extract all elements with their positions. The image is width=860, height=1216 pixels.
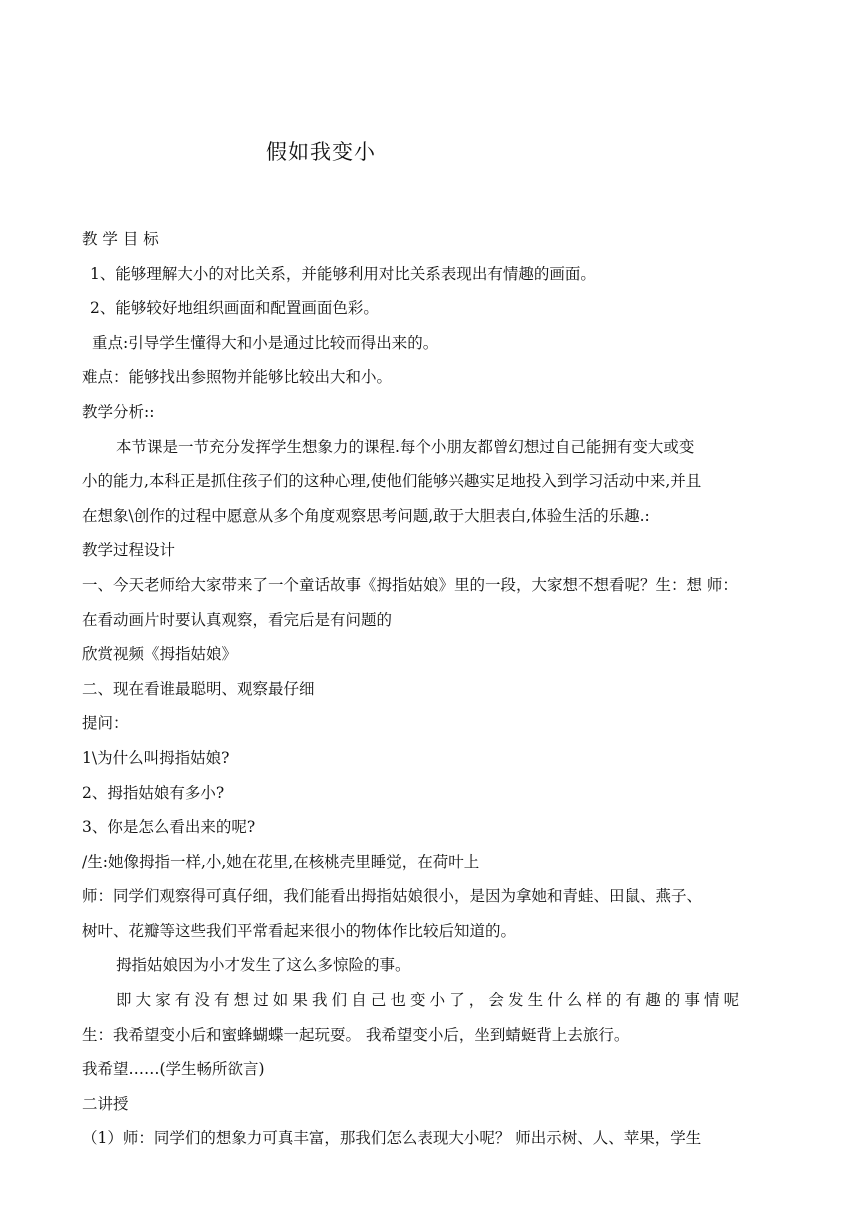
student-wishes: 生：我希望变小后和蜜蜂蝴蝶一起玩耍。 我希望变小后，坐到蜻蜓背上去旅行。 [82, 1025, 630, 1044]
story-remark: 拇指姑娘因为小才发生了这么多惊险的事。 [116, 956, 411, 975]
section-heading-process: 教学过程设计 [82, 541, 176, 560]
section-heading-objectives: 教 学 目 标 [82, 230, 159, 248]
question-3: 3、你是怎么看出来的呢? [82, 818, 256, 837]
teacher-remark-line-2: 树叶、花瓣等这些我们平常看起来很小的物体作比较后知道的。 [82, 921, 517, 940]
difficult-point: 难点：能够找出参照物并能够比较出大和小。 [82, 368, 393, 387]
process-step-1-line-2: 在看动画片时要认真观察，看完后是有问题的 [82, 610, 393, 629]
analysis-paragraph-line-2: 小的能力,本科正是抓住孩子们的这种心理,使他们能够兴趣实足地投入到学习活动中来,并且 [82, 472, 702, 491]
document-body [82, 222, 782, 1156]
student-answer: /生:她像拇指一样,小,她在花里,在核桃壳里睡觉，在荷叶上 [82, 852, 480, 871]
process-step-2: 二、现在看谁最聪明、观察最仔细 [82, 679, 315, 698]
section-heading-analysis: 教学分析:: [82, 402, 155, 421]
document-title: 假如我变小 [266, 140, 376, 164]
section-heading-teaching: 二讲授 [82, 1094, 129, 1113]
analysis-paragraph-line-3: 在想象\创作的过程中愿意从多个角度观察思考问题,敢于大胆表白,体验生活的乐趣.: [82, 506, 650, 525]
teaching-step-1: （1）师：同学们的想象力可真丰富，那我们怎么表现大小呢？ 师出示树、人、苹果，学生 [82, 1129, 702, 1148]
question-heading: 提问： [82, 714, 129, 733]
objective-2: 2、能够较好地组织画面和配置画面色彩。 [90, 299, 379, 318]
teacher-remark-line-1: 师：同学们观察得可真仔细，我们能看出拇指姑娘很小，是因为拿她和青蛙、田鼠、燕子、 [82, 887, 703, 906]
process-step-1-line-1: 一、今天老师给大家带来了一个童话故事《拇指姑娘》里的一段，大家想不想看呢？生：想 师： [82, 575, 738, 594]
analysis-paragraph-line-1: 本节课是一节充分发挥学生想象力的课程.每个小朋友都曾幻想过自己能拥有变大或变 [116, 437, 695, 456]
question-1: 1\为什么叫拇指姑娘? [82, 748, 230, 767]
student-free-talk: 我希望……(学生畅所欲言) [82, 1060, 265, 1079]
objective-1: 1、能够理解大小的对比关系，并能够利用对比关系表现出有情趣的画面。 [90, 264, 596, 283]
video-line: 欣赏视频《拇指姑娘》 [82, 645, 238, 664]
key-point: 重点:引导学生懂得大和小是通过比较而得出来的。 [92, 333, 439, 352]
imagination-prompt: 即大家有没有想过如果我们自己也变小了，会发生什么样的有趣的事情呢 [116, 991, 744, 1010]
question-2: 2、拇指姑娘有多小? [82, 783, 225, 802]
